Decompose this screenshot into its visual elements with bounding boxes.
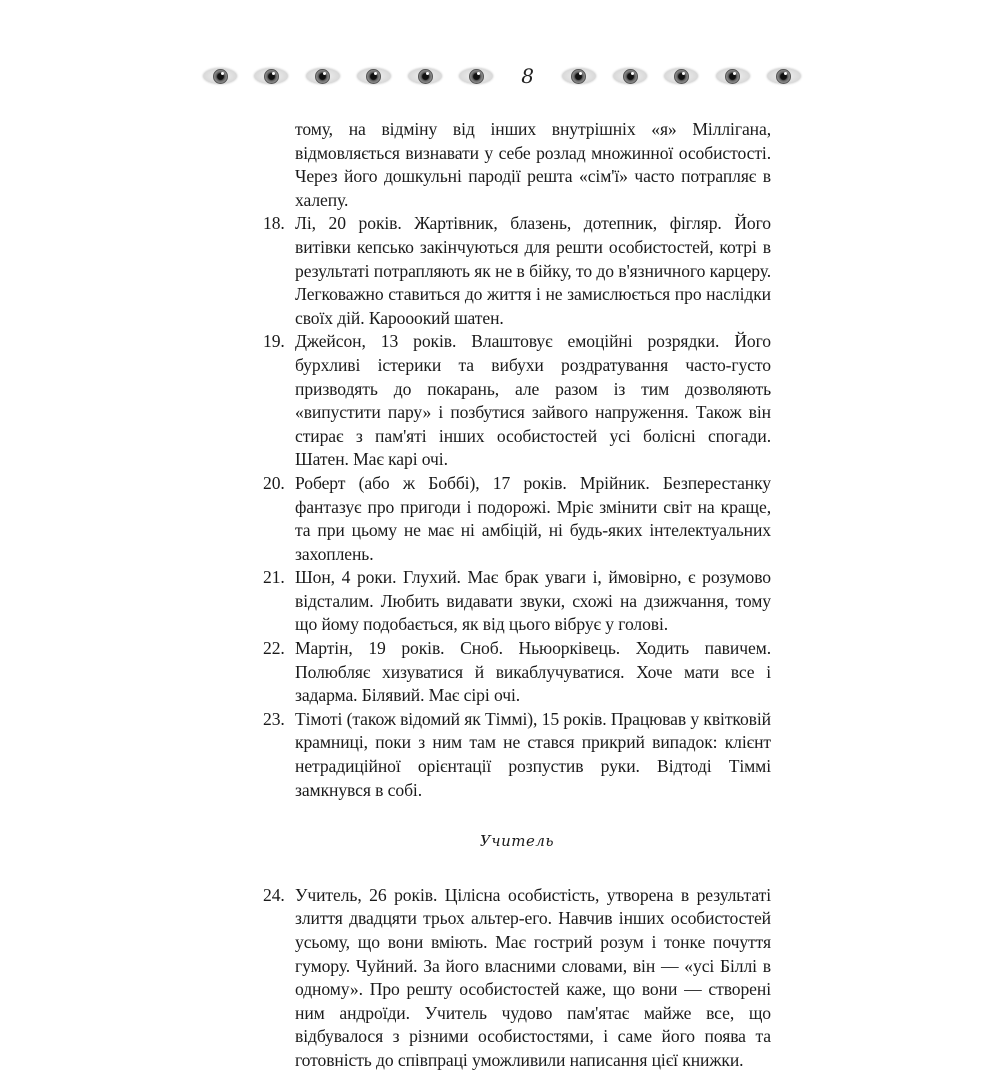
- eye-icon: [408, 66, 442, 86]
- section-heading: Учитель: [479, 832, 555, 851]
- list-item: [263, 472, 771, 566]
- item-text: Учитель, 26 років. Цілісна особистість, утворена в результаті злиття двадцяти трьох альтер-его. Навчив інших особистостей усьому, що вони вміють. Має гострий розум і тонке почуття гумору. Чуйний. За його власними словами, він — «усі Біллі в одному». Про решту особистостей каже, що вони — створені ним андроїди. Учитель чудово пам'ятає майже все, що відбувалося з різними особистостями, і саме його поява та готовність до співпраці уможливили написання цієї книжки.: [295, 884, 771, 1070]
- eye-icon: [716, 66, 750, 86]
- item-number: 19.: [263, 331, 285, 352]
- eye-icon: [254, 66, 288, 86]
- eye-icon: [203, 66, 237, 86]
- item-text: Тімоті (також відомий як Тіммі), 15 років. Працював у квітковій крамниці, поки з ним там не стався прикрий випадок: клієнт нетрадиційної орієнтації розпустив руки. Відтоді Тіммі замкнувся в собі.: [295, 708, 771, 800]
- page-number: 8: [521, 64, 534, 88]
- list-item: [263, 708, 771, 802]
- item-number: 20.: [263, 472, 285, 493]
- list-item: [263, 566, 771, 637]
- item-text: Роберт (або ж Боббі), 17 років. Мрійник. Безперестанку фантазує про пригоди і подорожі. Мріє змінити світ на краще, та при цьому не має ні амбіцій, ні будь-яких інтелектуальних захоплень.: [295, 472, 771, 564]
- item-number: 18.: [263, 213, 285, 234]
- eye-icon: [613, 66, 647, 86]
- list-item: [263, 637, 771, 708]
- eye-icon: [459, 66, 493, 86]
- list-item: [263, 330, 771, 472]
- item-number: 24.: [263, 884, 285, 905]
- item-text: Лі, 20 років. Жартівник, блазень, дотепник, фігляр. Його витівки кепсько закінчуються для решти особистостей, котрі в результаті потрапляють як не в бійку, то до в'язничного карцеру. Легковажно ставиться до життя і не замислюється про наслідки своїх дій. Карооокий шатен.: [295, 213, 771, 328]
- eye-icon: [357, 66, 391, 86]
- item-text: Мартін, 19 років. Сноб. Ньюорківець. Ходить павичем. Полюбляє хизуватися й викаблучуватися. Хоче мати все і задарма. Білявий. Має сірі очі.: [295, 638, 771, 706]
- eye-icon: [767, 66, 801, 86]
- page-body: [263, 118, 771, 1073]
- item-number: 22.: [263, 638, 285, 659]
- item-text: Шон, 4 роки. Глухий. Має брак уваги і, ймовірно, є розумово відсталим. Любить видавати звуки, схожі на дзижчання, тому що йому подобається, як від цього вібрує у голові.: [295, 567, 771, 635]
- page-header: [203, 58, 801, 94]
- eye-icon: [306, 66, 340, 86]
- eye-icon: [664, 66, 698, 86]
- item-number: 23.: [263, 708, 285, 729]
- item-number: 21.: [263, 567, 285, 588]
- eye-icon: [562, 66, 596, 86]
- continuation-paragraph: тому, на відміну від інших внутрішніх «я» Міллігана, відмовляється визнавати у себе розлад множинної особистості. Через його дошкульні пародії решта «сім'ї» часто потрапляє в халепу.: [295, 119, 771, 210]
- list-item: [263, 884, 771, 1073]
- list-item: [263, 212, 771, 330]
- item-text: Джейсон, 13 років. Влаштовує емоційні розрядки. Його бурхливі істерики та вибухи роздратування часто-густо призводять до покарань, але разом із тим дозволяють «випустити пару» і позбутися зайвого напруження. Також він стирає з пам'яті інших особистостей усі болісні спогади. Шатен. Має карі очі.: [295, 331, 771, 470]
